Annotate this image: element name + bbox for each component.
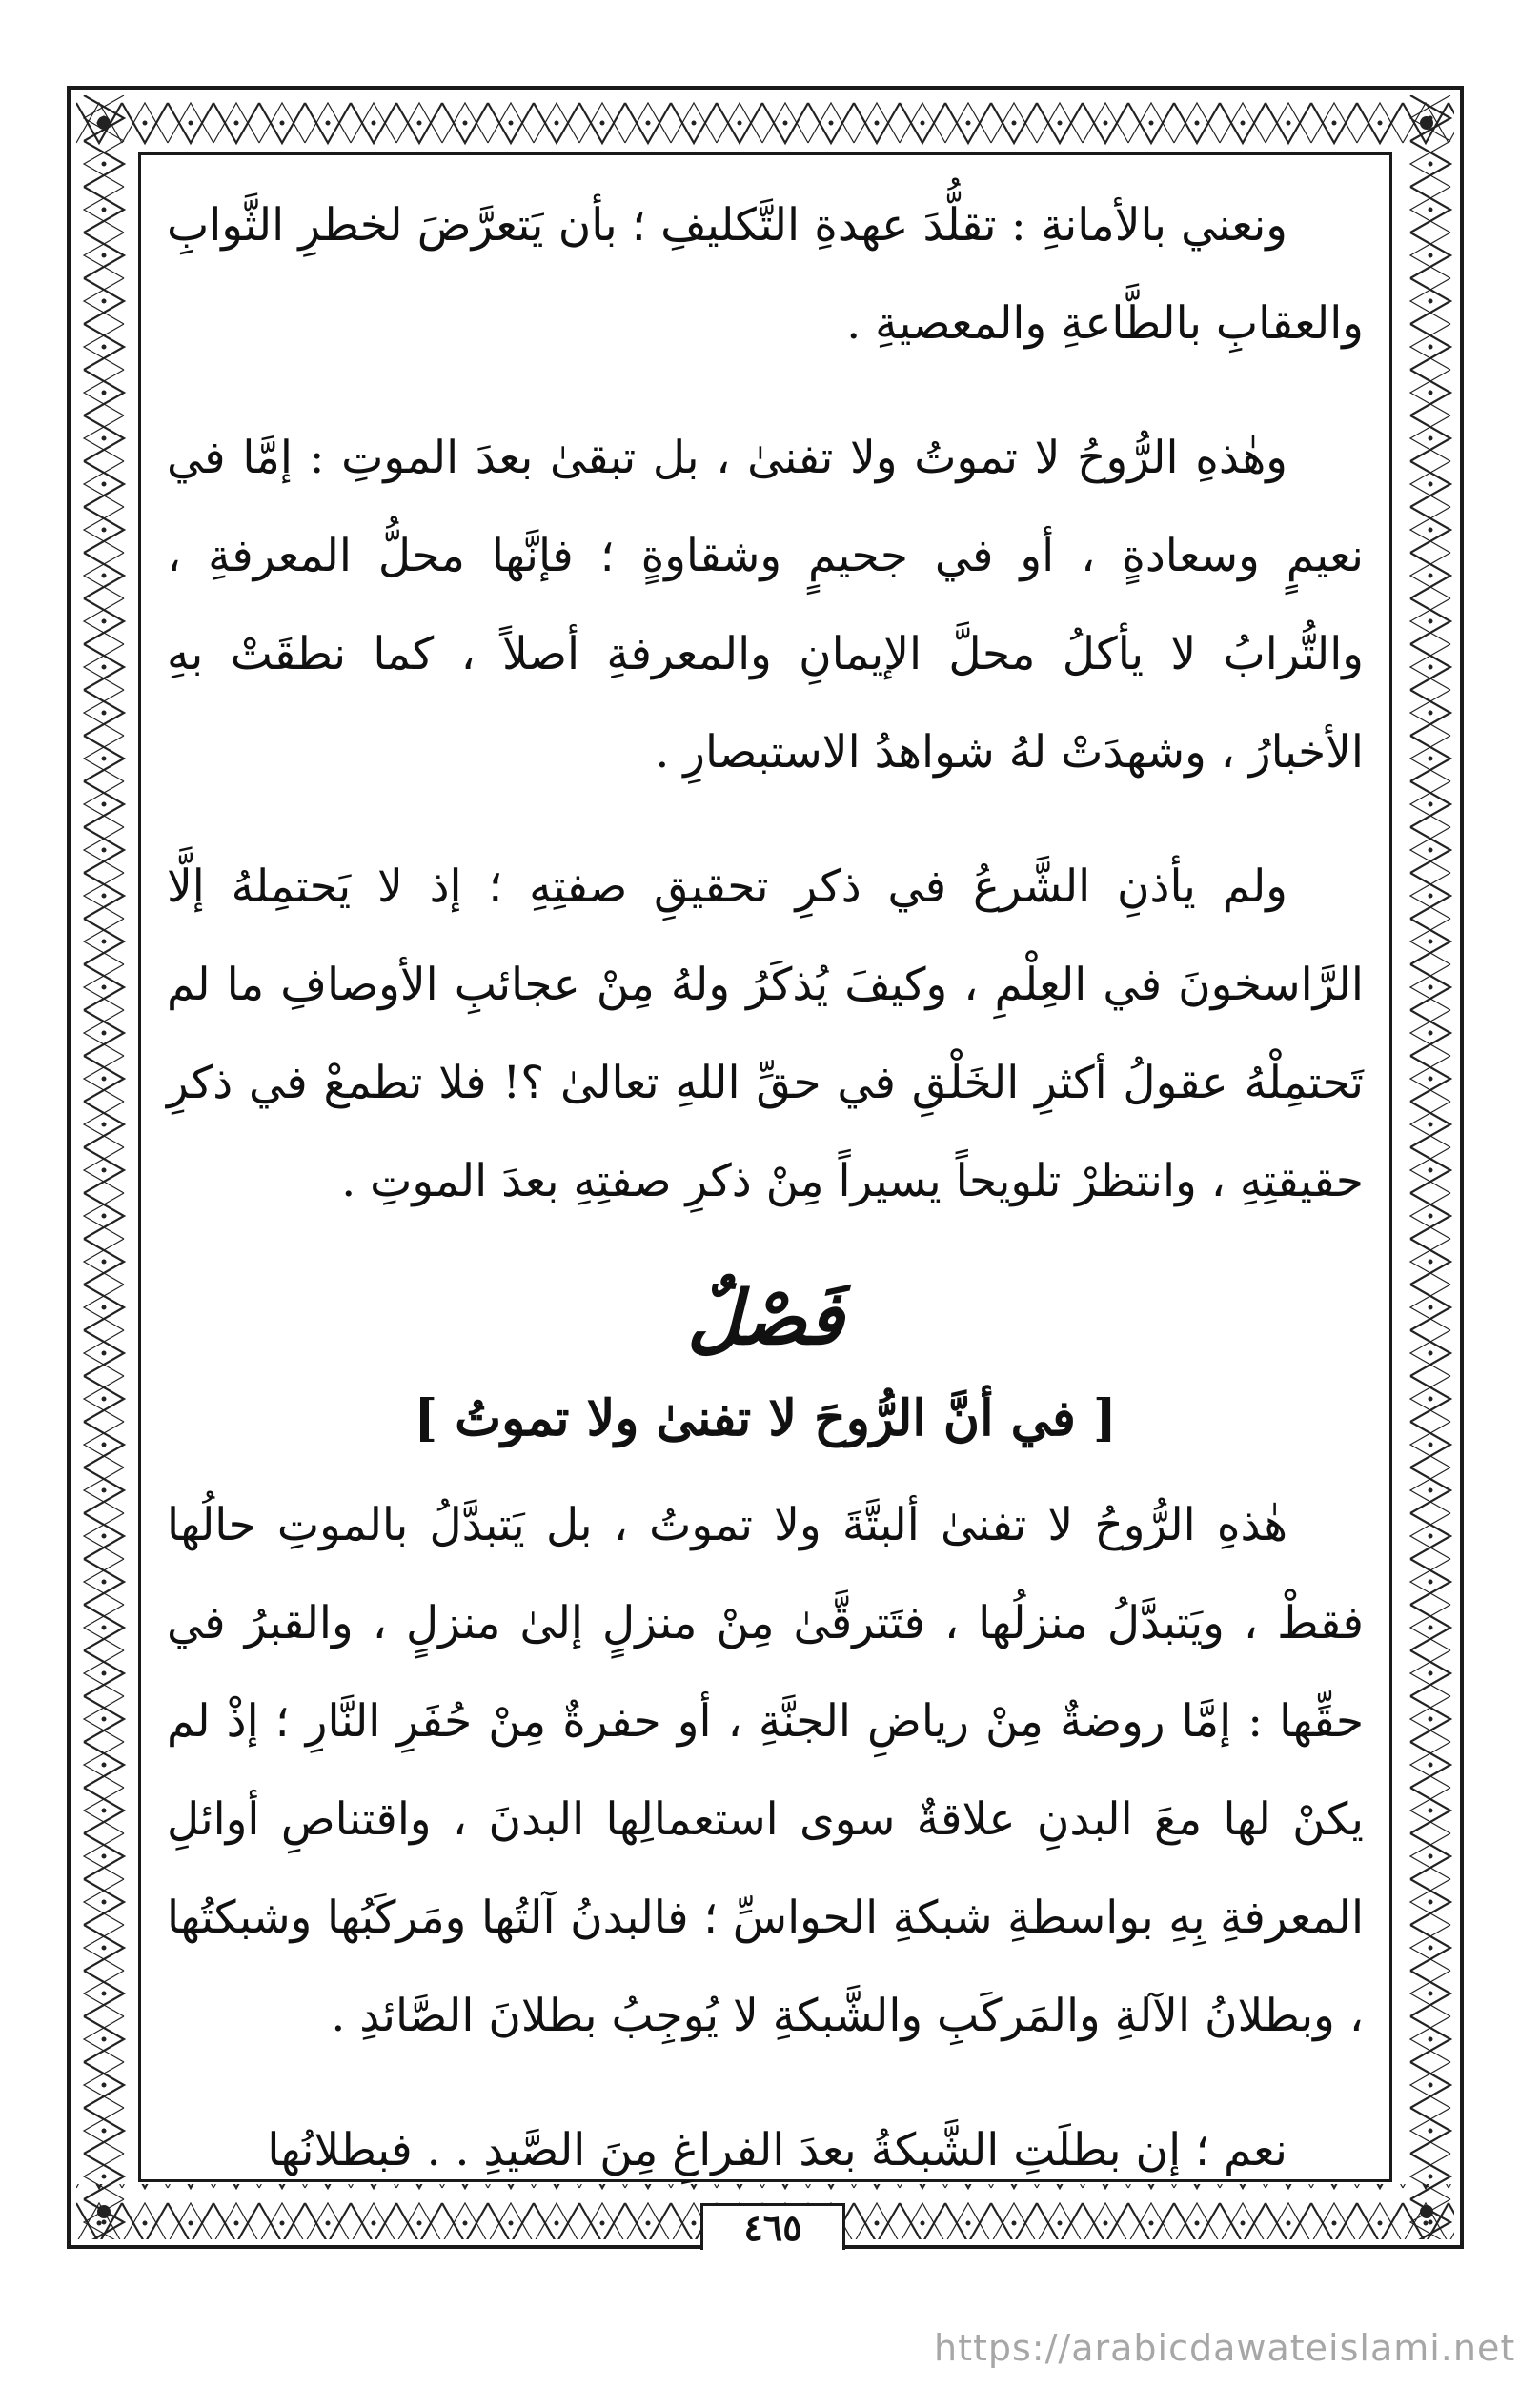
paragraph-amana: ونعني بالأمانةِ : تقلُّدَ عهدةِ التَّكليفِ ؛ بأن يَتعرَّضَ لخطرِ الثَّوابِ والعقابِ بالطَّاعةِ والمعصيةِ . bbox=[167, 199, 1364, 350]
section-subtitle: [ في أنَّ الرُّوحَ لا تفنىٰ ولا تموتُ ] bbox=[414, 1389, 1117, 1447]
page-body bbox=[167, 176, 1364, 2176]
paragraph-sharia-permission: ولم يأذنِ الشَّرعُ في ذكرِ تحقيقِ صفتِهِ ؛ إذ لا يَحتمِلهُ إلَّا الرَّاسخونَ في العِلْمِ ، وكيفَ يُذكَرُ ولهُ مِنْ عجائبِ الأوصافِ ما لم تَحتمِلْهُ عقولُ أكثرِ الخَلْقِ في حقِّ اللهِ تعالىٰ ؟! فلا تطمعْ في ذكرِ حقيقتِهِ ، وانتظرْ تلويحاً يسيراً مِنْ ذكرِ صفتِهِ بعدَ الموتِ . bbox=[167, 860, 1364, 1207]
paragraph-net-analogy: نعم ؛ إن بطلَتِ الشَّبكةُ بعدَ الفراغِ مِنَ الصَّيدِ . . فبطلانُها bbox=[267, 2124, 1287, 2176]
paragraph-ruh-never-perishes: هٰذهِ الرُّوحُ لا تفنىٰ ألبتَّةَ ولا تموتُ ، بل يَتبدَّلُ بالموتِ حالُها فقطْ ، ويَتبدَّلُ منزلُها ، فتَترقَّىٰ مِنْ منزلٍ إلىٰ منزلٍ ، والقبرُ في حقِّها : إمَّا روضةٌ مِنْ رياضِ الجنَّةِ ، أو حفرةٌ مِنْ حُفَرِ النَّارِ ؛ إذْ لم يكنْ لها معَ البدنِ علاقةٌ سوى استعمالِها البدنَ ، واقتناصِ أوائلِ المعرفةِ بِهِ بواسطةِ شبكةِ الحواسِّ ؛ فالبدنُ آلتُها ومَركَبُها وشبكتُها ، وبطلانُ الآلةِ والمَركَبِ والشَّبكةِ لا يُوجِبُ بطلانَ الصَّائدِ . bbox=[167, 1499, 1364, 2042]
page-number: ٤٦٥ bbox=[700, 2203, 845, 2250]
watermark-url: https://arabicdawateislami.net bbox=[934, 2327, 1516, 2369]
section-title: فَصْلٌ bbox=[687, 1275, 843, 1362]
paragraph-ruh-immortal: وهٰذهِ الرُّوحُ لا تموتُ ولا تفنىٰ ، بل تبقىٰ بعدَ الموتِ : إمَّا في نعيمٍ وسعادةٍ ، أو في جحيمٍ وشقاوةٍ ؛ فإنَّها محلُّ المعرفةِ ، والتُّرابُ لا يأكلُ محلَّ الإيمانِ والمعرفةِ أصلاً ، كما نطقَتْ بهِ الأخبارُ ، وشهدَتْ لهُ شواهدُ الاستبصارِ . bbox=[167, 432, 1364, 779]
